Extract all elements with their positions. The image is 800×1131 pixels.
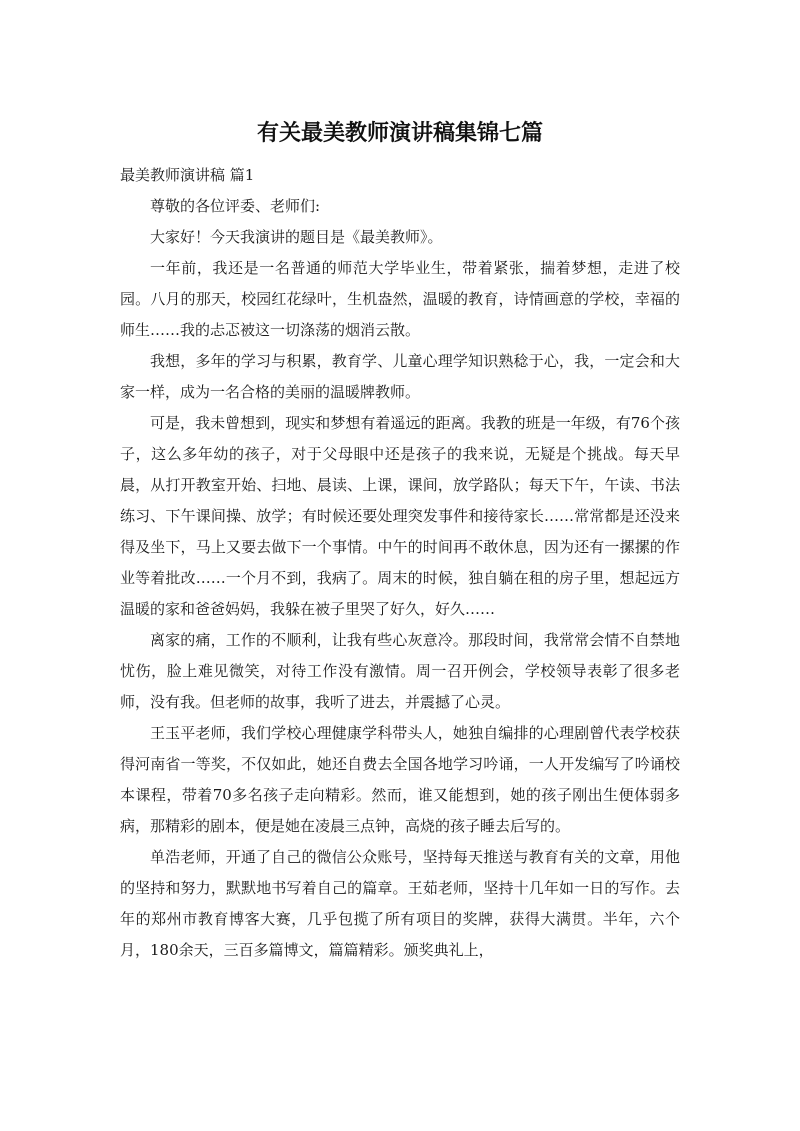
section-heading: 最美教师演讲稿 篇1: [120, 166, 255, 184]
paragraph-body: 单浩老师，开通了自己的微信公众账号，坚持每天推送与教育有关的文章，用他的坚持和努力，默默地书写着自己的篇章。王茹老师，坚持十几年如一日的写作。去年的郑州市教育博客大赛，几乎包揽了所有项目的奖牌，获得大满贯。半年，六个月，180余天，三百多篇博文，篇篇精彩。颁奖典礼上，: [120, 848, 680, 959]
paragraph-body: 一年前，我还是一名普通的师范大学毕业生，带着紧张，揣着梦想，走进了校园。八月的那天，校园红花绿叶，生机盎然，温暖的教育，诗情画意的学校，幸福的师生……我的忐忑被这一切涤荡的烟消云散。: [120, 259, 680, 339]
paragraph-body: 我想，多年的学习与积累，教育学、儿童心理学知识熟稔于心，我，一定会和大家一样，成为一名合格的美丽的温暖牌教师。: [120, 352, 680, 401]
document-title: 有关最美教师演讲稿集锦七篇: [256, 121, 543, 146]
paragraph-body: 王玉平老师，我们学校心理健康学科带头人，她独自编排的心理剧曾代表学校获得河南省一等奖，不仅如此，她还自费去全国各地学习吟诵，一人开发编写了吟诵校本课程，带着70多名孩子走向精彩。然而，谁又能想到，她的孩子刚出生便体弱多病，那精彩的剧本，便是她在凌晨三点钟，高烧的孩子睡去后写的。: [120, 724, 680, 835]
paragraph-body: 离家的痛，工作的不顺利，让我有些心灰意冷。那段时间，我常常会情不自禁地忧伤，脸上难见微笑，对待工作没有激情。周一召开例会，学校领导表彰了很多老师，没有我。但老师的故事，我听了进去，并震撼了心灵。: [120, 631, 680, 711]
paragraph-greeting: 尊敬的各位评委、老师们:: [150, 197, 321, 215]
paragraph-body: 可是，我未曾想到，现实和梦想有着遥远的距离。我教的班是一年级，有76个孩子，这么多年幼的孩子，对于父母眼中还是孩子的我来说，无疑是个挑战。每天早晨，从打开教室开始、扫地、晨读、上课，课间，放学路队；每天下午，午读、书法练习、下午课间操、放学；有时候还要处理突发事件和接待家长……常常都是还没来得及坐下，马上又要去做下一个事情。中午的时间再不敢休息，因为还有一摞摞的作业等着批改……一个月不到，我病了。周末的时候，独自躺在租的房子里，想起远方温暖的家和爸爸妈妈，我躲在被子里哭了好久，好久……: [120, 414, 680, 618]
document-body: [120, 160, 680, 966]
paragraph-intro: 大家好！今天我演讲的题目是《最美教师》。: [150, 228, 443, 246]
